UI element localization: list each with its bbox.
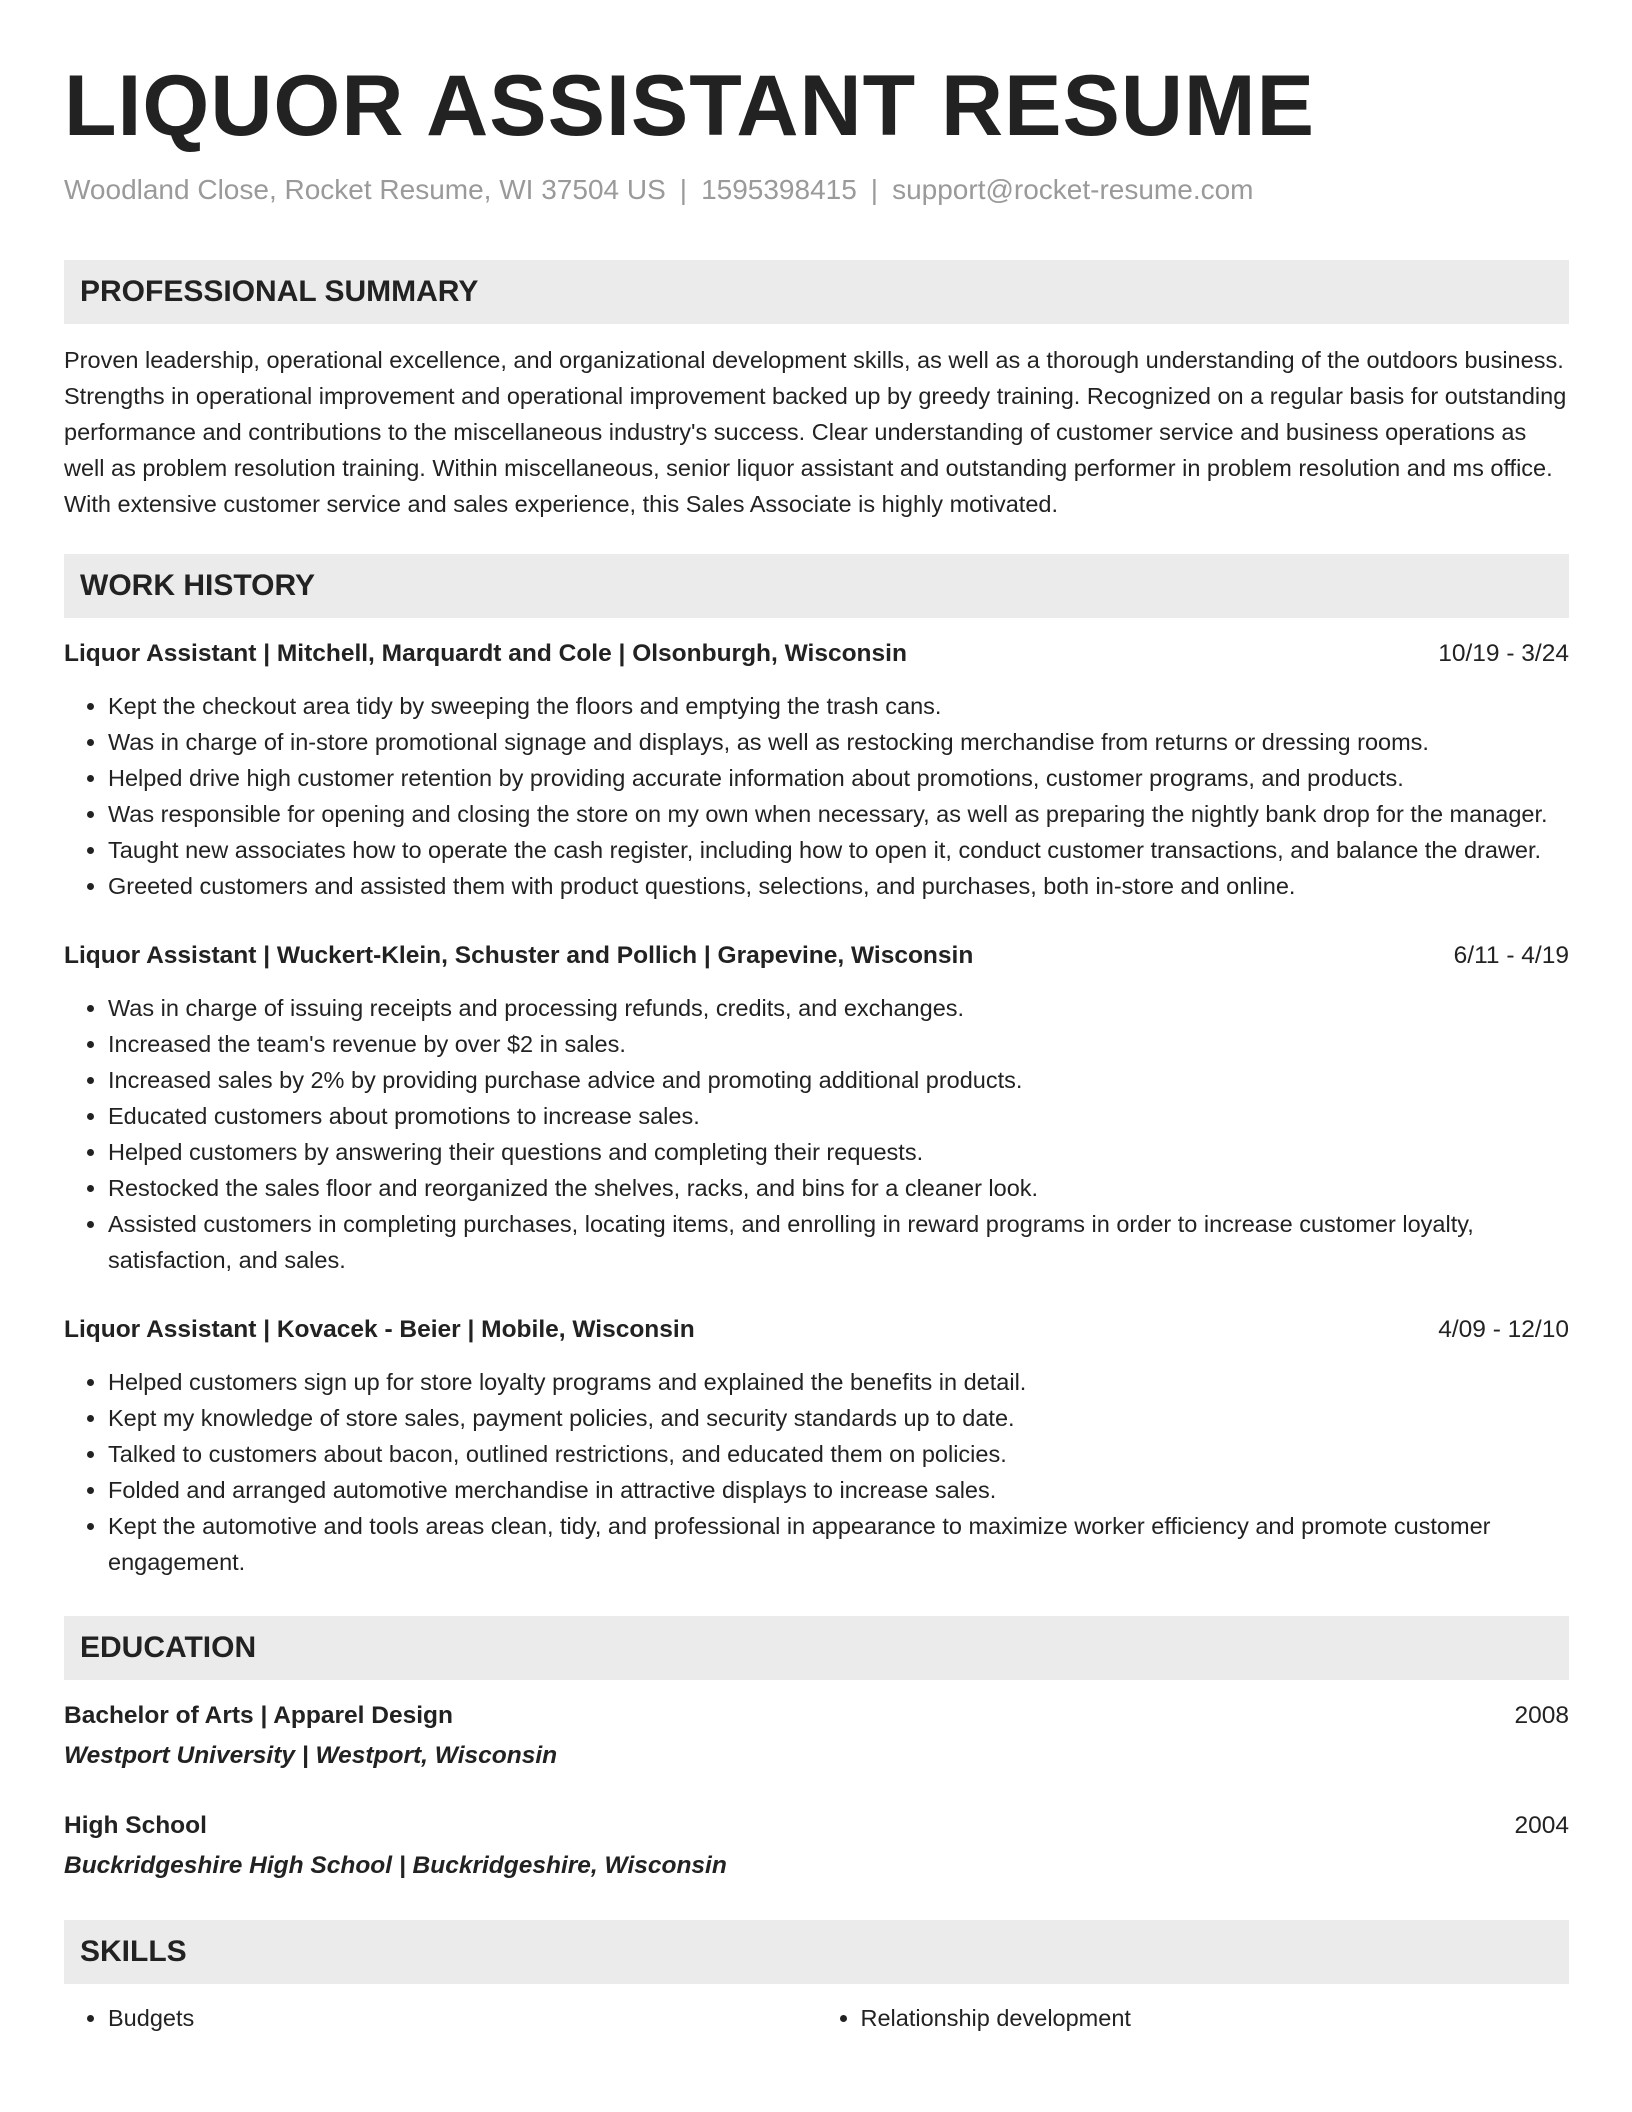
skill-item: • Budgets: [108, 2000, 817, 2036]
job-bullet: • Talked to customers about bacon, outlined restrictions, and educated them on policies.: [108, 1436, 1569, 1472]
job-bullet: • Educated customers about promotions to increase sales.: [108, 1098, 1569, 1134]
job-bullets: [64, 1364, 1569, 1580]
contact-separator: |: [679, 174, 688, 205]
job-bullet: • Increased sales by 2% by providing purchase advice and promoting additional products.: [108, 1062, 1569, 1098]
job-bullet: • Was in charge of issuing receipts and processing refunds, credits, and exchanges.: [108, 990, 1569, 1026]
contact-phone: 1595398415: [701, 174, 857, 205]
education-entry: [64, 1808, 1569, 1884]
skills-list: [64, 2000, 1569, 2036]
job-bullet: • Helped customers sign up for store loyalty programs and explained the benefits in detail.: [108, 1364, 1569, 1400]
job-title: Liquor Assistant | Mitchell, Marquardt and Cole | Olsonburgh, Wisconsin: [64, 640, 907, 667]
job-entry: [64, 1312, 1569, 1580]
job-bullet: • Was in charge of in-store promotional signage and displays, as well as restocking merchandise from returns or dressing rooms.: [108, 724, 1569, 760]
skills-column-right: [817, 2000, 1570, 2036]
contact-address: Woodland Close, Rocket Resume, WI 37504 US: [64, 174, 666, 205]
education-heading: EDUCATION: [64, 1616, 1569, 1680]
education-degree: Bachelor of Arts | Apparel Design: [64, 1702, 453, 1729]
job-header-row: [64, 1312, 1569, 1348]
job-bullet: • Increased the team's revenue by over $2 in sales.: [108, 1026, 1569, 1062]
job-header-row: [64, 938, 1569, 974]
job-bullets: [64, 990, 1569, 1278]
education-school: Buckridgeshire High School | Buckridgeshire, Wisconsin: [64, 1852, 727, 1879]
resume-title: LIQUOR ASSISTANT RESUME: [64, 58, 1315, 154]
job-bullet: • Kept the checkout area tidy by sweeping the floors and emptying the trash cans.: [108, 688, 1569, 724]
job-bullet: • Greeted customers and assisted them with product questions, selections, and purchases, both in-store and online.: [108, 868, 1569, 904]
contact-line: [64, 172, 1569, 208]
contact-email: support@rocket-resume.com: [892, 174, 1254, 205]
job-bullet: • Restocked the sales floor and reorganized the shelves, racks, and bins for a cleaner look.: [108, 1170, 1569, 1206]
work-history-heading: WORK HISTORY: [64, 554, 1569, 618]
skills-heading: SKILLS: [64, 1920, 1569, 1984]
job-bullet: • Taught new associates how to operate the cash register, including how to open it, conduct customer transactions, and balance the drawer.: [108, 832, 1569, 868]
contact-separator: |: [870, 174, 879, 205]
job-title: Liquor Assistant | Kovacek - Beier | Mobile, Wisconsin: [64, 1316, 695, 1343]
education-header-row: [64, 1808, 1569, 1844]
job-entry: [64, 636, 1569, 904]
skill-item: • Relationship development: [861, 2000, 1570, 2036]
education-school: Westport University | Westport, Wisconsin: [64, 1742, 558, 1769]
education-year: 2008: [1514, 1702, 1569, 1729]
job-bullet: • Assisted customers in completing purchases, locating items, and enrolling in reward programs in order to increase customer loyalty, satisfaction, and sales.: [108, 1206, 1569, 1278]
education-degree: High School: [64, 1812, 207, 1839]
job-bullet: • Kept the automotive and tools areas clean, tidy, and professional in appearance to maximize worker efficiency and promote customer engagement.: [108, 1508, 1569, 1580]
job-dates: 4/09 - 12/10: [1438, 1316, 1569, 1343]
job-dates: 10/19 - 3/24: [1438, 640, 1569, 667]
job-title: Liquor Assistant | Wuckert-Klein, Schuster and Pollich | Grapevine, Wisconsin: [64, 942, 974, 969]
job-bullet: • Was responsible for opening and closing the store on my own when necessary, as well as preparing the nightly bank drop for the manager.: [108, 796, 1569, 832]
job-bullets: [64, 688, 1569, 904]
education-entry: [64, 1698, 1569, 1774]
job-header-row: [64, 636, 1569, 672]
job-bullet: • Kept my knowledge of store sales, payment policies, and security standards up to date.: [108, 1400, 1569, 1436]
summary-heading: PROFESSIONAL SUMMARY: [64, 260, 1569, 324]
summary-text: Proven leadership, operational excellence, and organizational development skills, as well as a thorough understanding of the outdoors business. Strengths in operational improvement and operational improvement backed up by greedy training. Recognized on a regular basis for outstanding performance and contributions to the miscellaneous industry's success. Clear understanding of customer service and business operations as well as problem resolution training. Within miscellaneous, senior liquor assistant and outstanding performer in problem resolution and ms office. With extensive customer service and sales experience, this Sales Associate is highly motivated.: [64, 347, 1567, 517]
job-entry: [64, 938, 1569, 1278]
job-bullet: • Helped customers by answering their questions and completing their requests.: [108, 1134, 1569, 1170]
education-year: 2004: [1514, 1812, 1569, 1839]
job-bullet: • Helped drive high customer retention by providing accurate information about promotions, customer programs, and products.: [108, 760, 1569, 796]
skills-column-left: [64, 2000, 817, 2036]
education-header-row: [64, 1698, 1569, 1734]
job-bullet: • Folded and arranged automotive merchandise in attractive displays to increase sales.: [108, 1472, 1569, 1508]
job-dates: 6/11 - 4/19: [1453, 942, 1569, 969]
